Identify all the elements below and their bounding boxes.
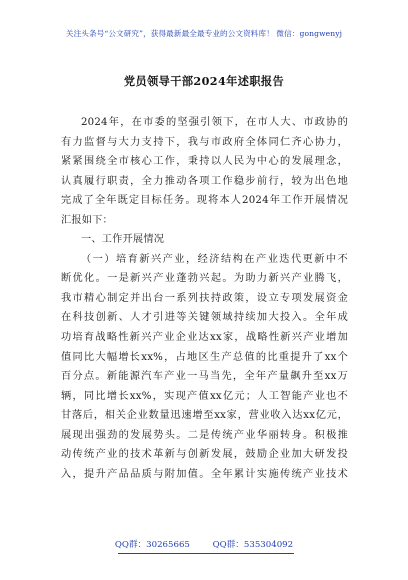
body-line: 百分点。新能源汽车产业一马当先，全年产量飙升至xx万: [61, 371, 348, 383]
body-line: （一）培育新兴产业，经济结构在产业迭代更新中不: [81, 253, 348, 265]
body-line: 在科技创新、人才引进等关键领域持续加大投入。全年成: [61, 312, 348, 324]
footer-qq-group-2: QQ群：535304092: [212, 540, 294, 550]
body-line: 展现出强劲的发展势头。二是传统产业华丽转身。积极推: [61, 429, 348, 441]
body-line: 我市精心制定并出台一系列扶持政策，设立专项发展资金: [61, 292, 348, 304]
body-line: 一、工作开展情况: [81, 234, 165, 246]
body-line: 认真履行职责，全力推动各项工作稳步前行，较为出色地: [61, 175, 348, 187]
footer-qq-group-1: QQ群：30265665: [114, 540, 190, 550]
body-line: 有力监督与大力支持下，我与市政府全体同仁齐心协力，: [61, 136, 348, 148]
body-line: 动传统产业的技术革新与创新发展，鼓励企业加大研发投: [61, 449, 348, 461]
document-body: [61, 113, 348, 484]
document-title: 党员领导干部2024年述职报告: [123, 74, 285, 88]
body-line: 值同比大幅增长xx%，占地区生产总值的比重提升了xx个: [61, 351, 348, 363]
footer-rule: [118, 553, 294, 554]
body-line: 紧紧围绕全市核心工作，秉持以人民为中心的发展理念，: [61, 156, 348, 168]
body-line: 入，提升产品品质与附加值。全年累计实施传统产业技术: [61, 468, 348, 480]
body-line: 功培育战略性新兴产业企业达xx家，战略性新兴产业增加: [61, 332, 348, 344]
body-line: 甘落后，相关企业数量迅速增至xx家，营业收入达xx亿元，: [61, 410, 348, 422]
body-line: 辆，同比增长xx%，实现产值xx亿元；人工智能产业也不: [61, 390, 348, 402]
body-line: 2024年，在市委的坚强引领下，在市人大、市政协的: [81, 117, 348, 128]
body-line: 断优化。一是新兴产业蓬勃兴起。为助力新兴产业腾飞，: [61, 273, 348, 285]
body-line: 汇报如下：: [61, 214, 113, 226]
footer: [0, 538, 408, 550]
header-banner: 关注头条号“公文研究”，获得最新最全最专业的公文资料库！ 微信：gongwenyj: [65, 29, 343, 38]
body-line: 完成了全年既定目标任务。现将本人2024年工作开展情况: [61, 195, 348, 207]
